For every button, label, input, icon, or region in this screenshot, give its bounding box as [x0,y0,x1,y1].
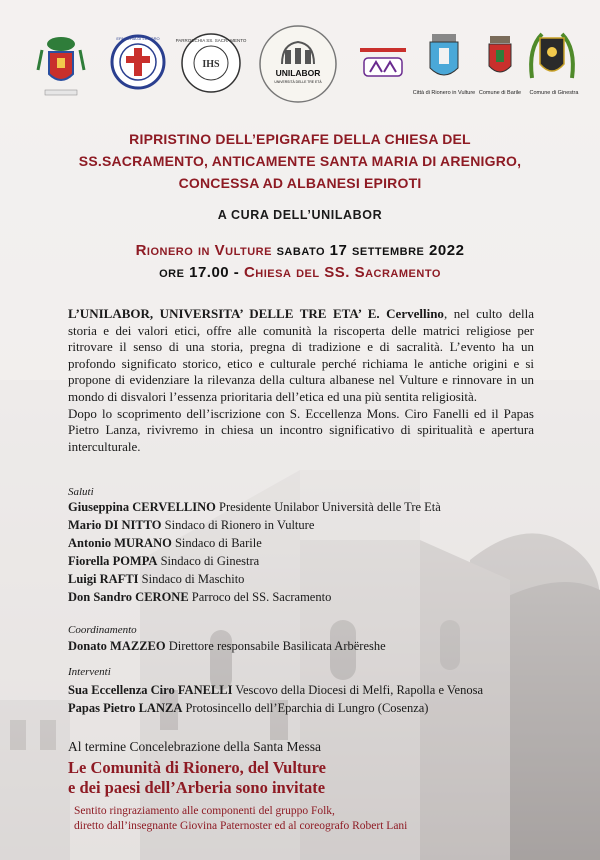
bishop-coat-of-arms-icon [36,30,86,98]
ihs-text: IHS [202,59,220,70]
event-date: sabato 17 settembre 2022 [271,242,465,259]
rionero-coat-of-arms-icon [424,32,464,88]
speaker-first-name: Luigi [68,572,100,586]
speaker-first-name: Fiorella [68,554,113,568]
acknowledgement-line: Sentito ringraziamento alle componenti del gruppo Folk, [74,805,335,817]
rionero-caption: Città di Rionero in Vulture [412,90,476,96]
coordinator-last-name: MAZZEO [110,639,166,653]
ginestra-coat-of-arms-icon [528,28,576,84]
parrocchia-text: PARROCCHIA SS. SACRAMENTO [175,38,247,43]
speaker-last-name: LANZA [138,701,183,715]
speaker-row [68,554,259,569]
unilabor-logo-icon [258,24,338,104]
title-line: CONCESSA AD ALBANESI EPIROTI [178,175,422,191]
speaker-row [68,683,483,698]
eparchia-text: EPARCHIA DI LUNGRO [116,36,160,41]
speaker-first-name: Antonio [68,536,115,550]
parrocchia-logo-icon [175,32,247,94]
speaker-role: Parroco del SS. Sacramento [188,590,332,604]
event-time: ore 17.00 - [159,264,244,281]
speaker-role: Sindaco di Rionero in Vulture [161,518,315,532]
unilabor-lead: L’UNILABOR, UNIVERSITA’ DELLE TRE ETA’ E. Cervellino [68,306,444,321]
speaker-role: Presidente Unilabor Università delle Tre Età [215,500,441,514]
barile-caption: Comune di Barile [478,90,522,96]
speaker-role: Vescovo della Diocesi di Melfi, Rapolla e Venosa [232,683,483,697]
speaker-last-name: MURANO [114,536,172,550]
saluti-label: Saluti [68,486,94,498]
description [68,306,534,455]
speaker-role: Sindaco di Barile [171,536,262,550]
closing-line: Al termine Concelebrazione della Santa Messa [68,739,322,754]
unilabor-subtitle: UNIVERSITÀ DELLE TRE ETÀ [274,80,322,84]
speaker-first-name: Papas Pietro [68,701,139,715]
event-place: Rionero in Vulture [135,242,272,259]
date-line [0,240,600,262]
speaker-role: Sindaco di Ginestra [157,554,260,568]
speaker-last-name: CERONE [135,590,189,604]
speaker-row [68,500,441,515]
speaker-row [68,572,244,587]
speaker-row [68,590,331,605]
eparchia-lungro-logo-icon [110,34,166,90]
arberia-logo-icon [358,46,408,84]
speaker-role: Protosincello dell’Eparchia di Lungro (Cosenza) [182,701,429,715]
speaker-last-name: FANELLI [177,683,233,697]
speaker-last-name: RAFTI [99,572,139,586]
coordinator-first-name: Donato [68,639,111,653]
speaker-row [68,518,314,533]
coordinamento-label: Coordinamento [68,624,137,636]
speaker-first-name: Sua Eccellenza Ciro [68,683,178,697]
speaker-last-name: CERVELLINO [132,500,216,514]
barile-coat-of-arms-icon [486,34,514,82]
speaker-first-name: Mario [68,518,105,532]
ginestra-caption: Comune di Ginestra [529,90,579,96]
organizer-line: A CURA DELL’UNILABOR [217,208,383,222]
logos-row [0,28,600,108]
time-line [0,262,600,284]
invitation-line: Le Comunità di Rionero, del Vulture [68,758,326,777]
unilabor-name: UNILABOR [275,68,321,78]
speaker-last-name: POMPA [112,554,158,568]
description-paragraph: Dopo lo scoprimento dell’iscrizione con S. Eccellenza Mons. Ciro Fanelli ed il Papas Pietro Lanza, rivivremo in chiesa un incontro significativo di spiritualità e apertura interculturale. [68,405,534,454]
speaker-first-name: Giuseppina [68,500,133,514]
coordinator-row [68,639,386,654]
invitation [68,758,326,798]
acknowledgements [74,804,407,834]
interventi-label: Interventi [68,666,111,678]
description-paragraph [68,306,534,406]
speaker-row [68,536,262,551]
speaker-first-name: Don Sandro [68,590,136,604]
acknowledgement-line: diretto dall’insegnante Giovina Paternoster ed al coreografo Robert Lani [74,820,408,832]
speaker-role: Sindaco di Maschito [138,572,245,586]
coordinator-role: Direttore responsabile Basilicata Arbëreshe [165,639,386,653]
speaker-row [68,701,428,716]
paragraph-text: , nel culto della storia e dei valori etici, offre alle comunità la riscoperta delle matrici religiose per ritrovare il senso di una storia, pregna di tradizione e di sacralità. L’evento ha un profondo significato storico, etico e culturale perché richiama le antiche origini e si propone di evidenziare la rilevanza della cultura albanese nel Vulture e rinnovare in un mondo di disvalori l’essenza prioritaria dell’etica ed una più sentita religiosità. [68,306,534,404]
title-line: RIPRISTINO DELL’EPIGRAFE DELLA CHIESA DEL [129,131,471,147]
event-date-block [0,240,600,284]
speaker-last-name: DI NITTO [104,518,162,532]
invitation-line: e dei paesi dell’Arberia sono invitate [68,778,326,797]
title-line: SS.SACRAMENTO, ANTICAMENTE SANTA MARIA DI ARENIGRO, [78,153,522,169]
event-venue: Chiesa del SS. Sacramento [243,264,441,281]
event-title [0,128,600,194]
